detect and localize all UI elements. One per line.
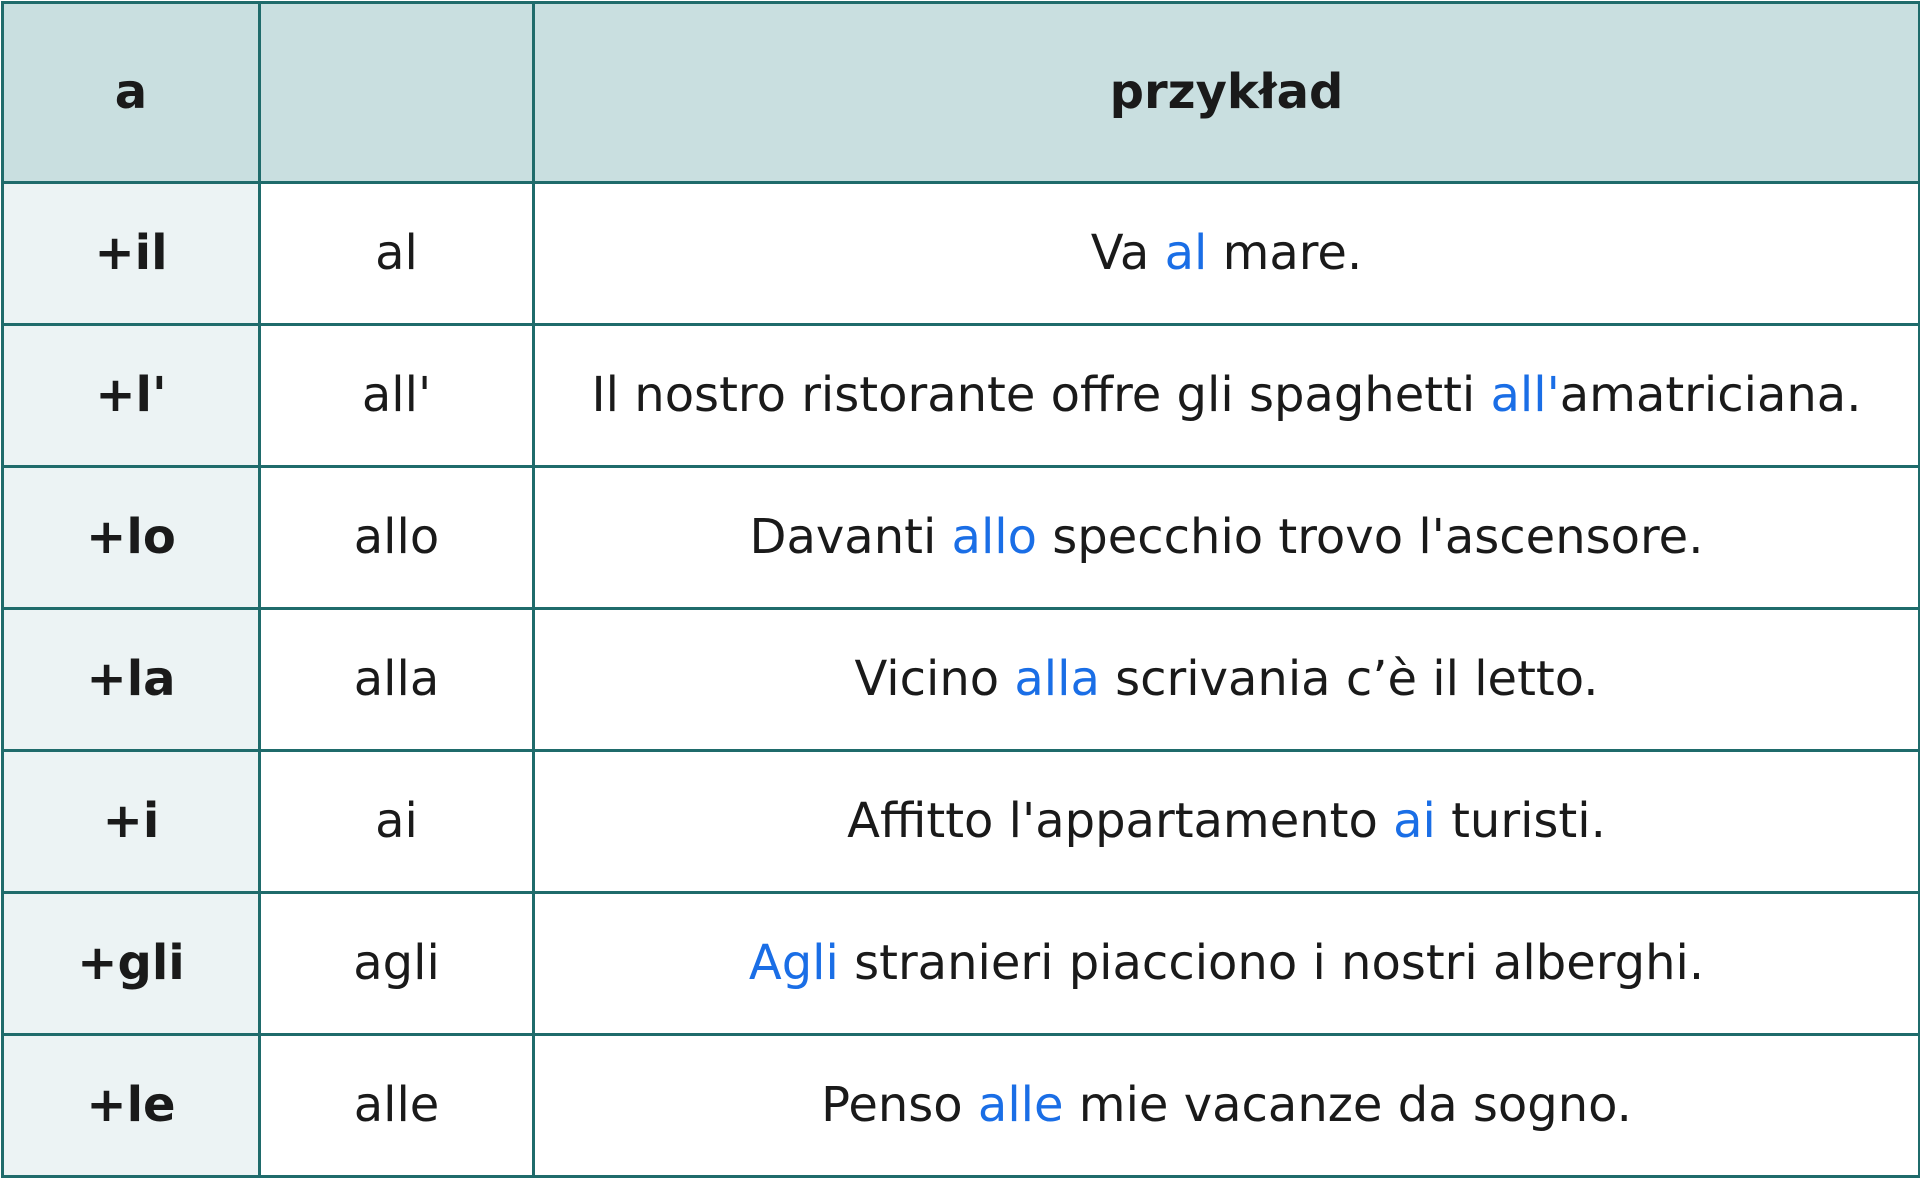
header-row xyxy=(3,3,1920,183)
header-form xyxy=(260,3,534,183)
article-key: +l' xyxy=(3,325,260,467)
example-after: mare. xyxy=(1207,225,1363,282)
example-highlight: all' xyxy=(1490,367,1560,424)
example-before: Davanti xyxy=(749,509,952,566)
example-before: Vicino xyxy=(854,651,1015,708)
header-example: przykład xyxy=(534,3,1920,183)
table-row xyxy=(3,325,1920,467)
contracted-form: agli xyxy=(260,893,534,1035)
article-key: +i xyxy=(3,751,260,893)
article-key: +la xyxy=(3,609,260,751)
example-sentence xyxy=(534,893,1920,1035)
example-sentence xyxy=(534,609,1920,751)
header-preposition: a xyxy=(3,3,260,183)
example-after: amatriciana. xyxy=(1559,367,1862,424)
contracted-form: alla xyxy=(260,609,534,751)
table-row xyxy=(3,1035,1920,1177)
example-after: specchio trovo l'ascensore. xyxy=(1037,509,1704,566)
example-after: stranieri piacciono i nostri alberghi. xyxy=(838,935,1705,992)
example-sentence xyxy=(534,325,1920,467)
example-highlight: Agli xyxy=(748,935,839,992)
table-row xyxy=(3,467,1920,609)
example-sentence xyxy=(534,1035,1920,1177)
article-key: +il xyxy=(3,183,260,325)
article-key: +le xyxy=(3,1035,260,1177)
table-row xyxy=(3,893,1920,1035)
article-key: +gli xyxy=(3,893,260,1035)
example-highlight: allo xyxy=(951,509,1037,566)
example-after: scrivania c’è il letto. xyxy=(1099,651,1599,708)
preposition-article-table xyxy=(1,1,1920,1178)
example-before: Il nostro ristorante offre gli spaghetti xyxy=(591,367,1491,424)
example-after: mie vacanze da sogno. xyxy=(1063,1077,1632,1134)
contracted-form: al xyxy=(260,183,534,325)
contracted-form: allo xyxy=(260,467,534,609)
contracted-form: alle xyxy=(260,1035,534,1177)
example-highlight: alla xyxy=(1014,651,1100,708)
table-row xyxy=(3,609,1920,751)
example-before: Va xyxy=(1090,225,1165,282)
example-sentence xyxy=(534,467,1920,609)
example-highlight: ai xyxy=(1393,793,1436,850)
example-after: turisti. xyxy=(1435,793,1606,850)
table-row xyxy=(3,183,1920,325)
example-highlight: alle xyxy=(977,1077,1064,1134)
example-before: Penso xyxy=(821,1077,978,1134)
table-row xyxy=(3,751,1920,893)
example-highlight: al xyxy=(1164,225,1208,282)
example-before: Affitto l'appartamento xyxy=(847,793,1394,850)
contracted-form: all' xyxy=(260,325,534,467)
contracted-form: ai xyxy=(260,751,534,893)
example-sentence xyxy=(534,183,1920,325)
example-sentence xyxy=(534,751,1920,893)
article-key: +lo xyxy=(3,467,260,609)
